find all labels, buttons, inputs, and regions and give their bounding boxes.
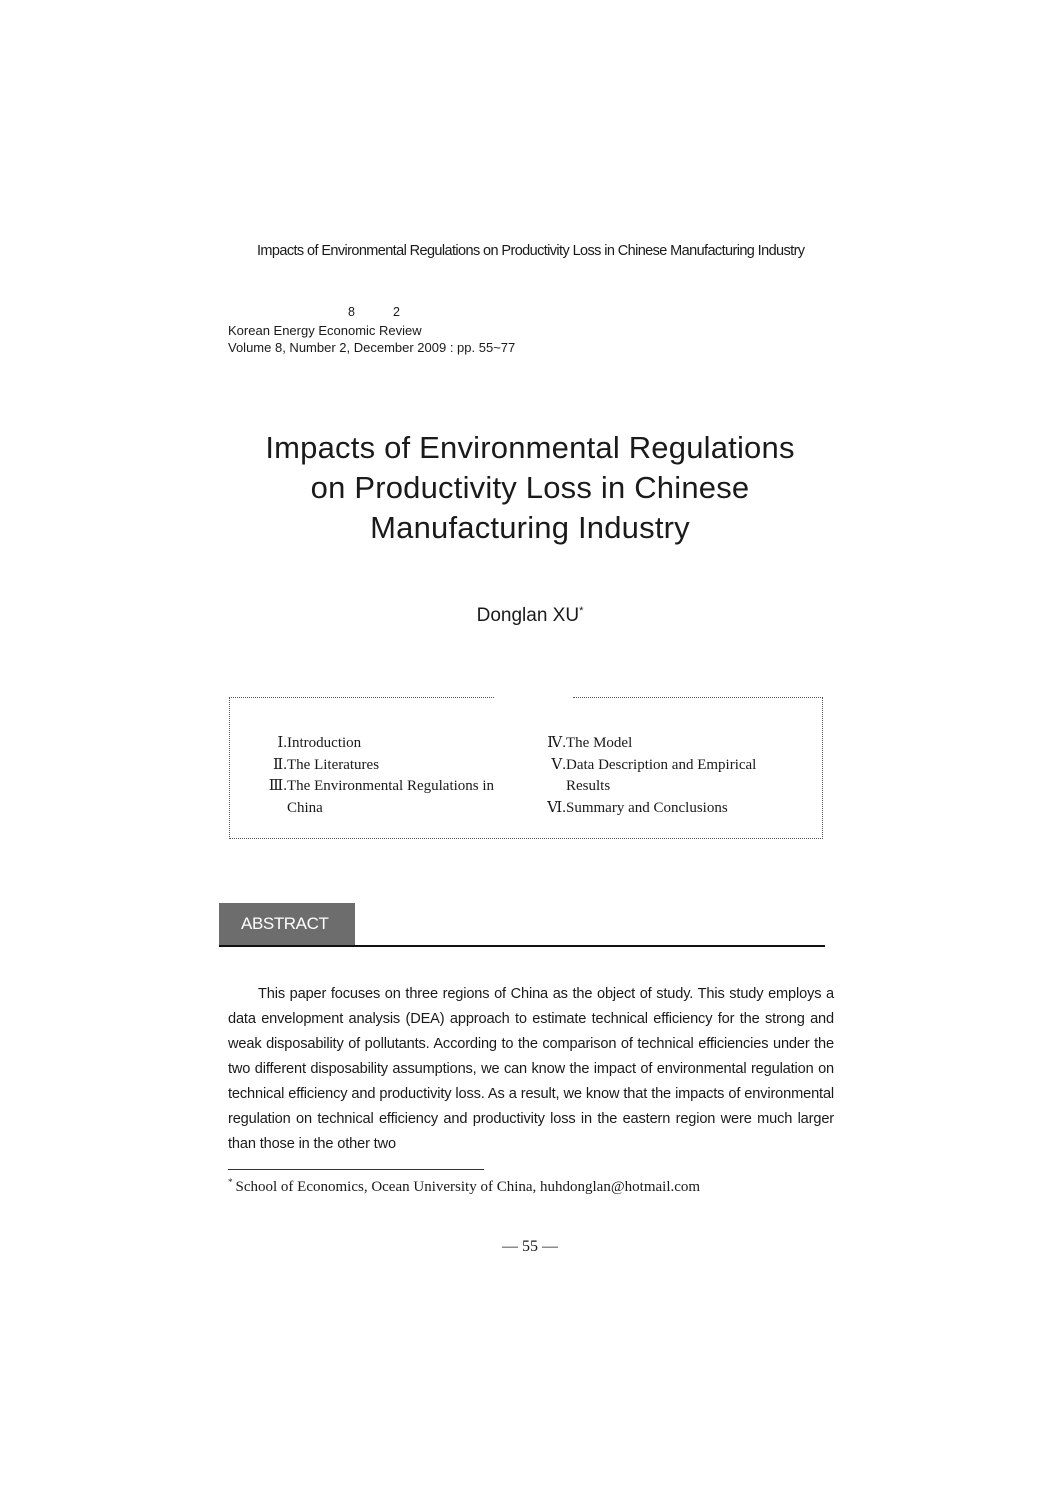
- toc-item: [257, 755, 517, 777]
- running-header: Impacts of Environmental Regulations on Productivity Loss in Chinese Manufacturing Industry: [257, 243, 805, 259]
- abstract-paragraph: This paper focuses on three regions of China as the object of study. This study employs a data envelopment analysis (DEA) approach to estimate technical efficiency for the strong and weak disposability of pollutants. According to the comparison of technical efficiencies under the two different disposability assumptions, we can know the impact of environmental regulation on technical efficiency and productivity loss. As a result, we know that the impacts of environmental regulation on technical efficiency and productivity loss in the eastern region were much larger than those in the other two: [228, 986, 834, 1152]
- toc-border-top-right: [573, 697, 823, 698]
- toc-item-label: Data Description and Empirical Results: [566, 756, 757, 794]
- toc-item-number: Ⅲ.: [268, 778, 287, 794]
- journal-number-digit: 2: [393, 305, 400, 319]
- toc-item: [257, 733, 517, 755]
- toc-item-label: The Environmental Regulations in China: [287, 778, 495, 816]
- abstract-heading-label: ABSTRACT: [241, 914, 329, 933]
- footnote-mark: *: [228, 1177, 233, 1187]
- abstract-heading: [219, 903, 355, 945]
- author: [0, 605, 1060, 627]
- footnote-divider: [228, 1169, 484, 1170]
- footnote: [228, 1177, 700, 1196]
- toc-item-number: Ⅵ.: [547, 799, 566, 816]
- toc-item-label: Summary and Conclusions: [566, 799, 728, 816]
- toc-item: [536, 755, 796, 798]
- title-line-2: on Productivity Loss in Chinese: [310, 470, 750, 505]
- abstract-divider: [219, 945, 825, 947]
- toc-item: [536, 733, 796, 755]
- toc-item-number: Ⅰ.: [277, 735, 287, 751]
- journal-issue: Volume 8, Number 2, December 2009 : pp. 55~77: [228, 340, 516, 355]
- abstract-body: [228, 982, 834, 1157]
- toc-item-label: The Model: [566, 735, 633, 751]
- title-line-1: Impacts of Environmental Regulations: [265, 430, 795, 465]
- toc-column-right: [536, 733, 796, 819]
- toc-item-number: Ⅳ.: [547, 735, 566, 751]
- toc-column-left: [257, 733, 517, 819]
- author-name: Donglan XU: [476, 605, 580, 626]
- title-line-3: Manufacturing Industry: [370, 510, 690, 545]
- toc-item-number: Ⅱ.: [273, 756, 287, 773]
- journal-name: Korean Energy Economic Review: [228, 323, 422, 338]
- paper-title: [180, 428, 880, 548]
- table-of-contents: [229, 698, 823, 839]
- toc-item: [257, 776, 517, 819]
- toc-item-label: The Literatures: [287, 756, 380, 773]
- journal-volume-digit: 8: [348, 305, 355, 319]
- author-footnote-mark: *: [579, 605, 584, 617]
- footnote-text: School of Economics, Ocean University of China, huhdonglan@hotmail.com: [235, 1179, 701, 1195]
- toc-item: [536, 798, 796, 820]
- page-number: ― 55 ―: [502, 1238, 558, 1255]
- toc-border-top-left: [229, 697, 494, 698]
- toc-item-label: Introduction: [287, 735, 362, 751]
- toc-item-number: Ⅴ.: [551, 756, 566, 773]
